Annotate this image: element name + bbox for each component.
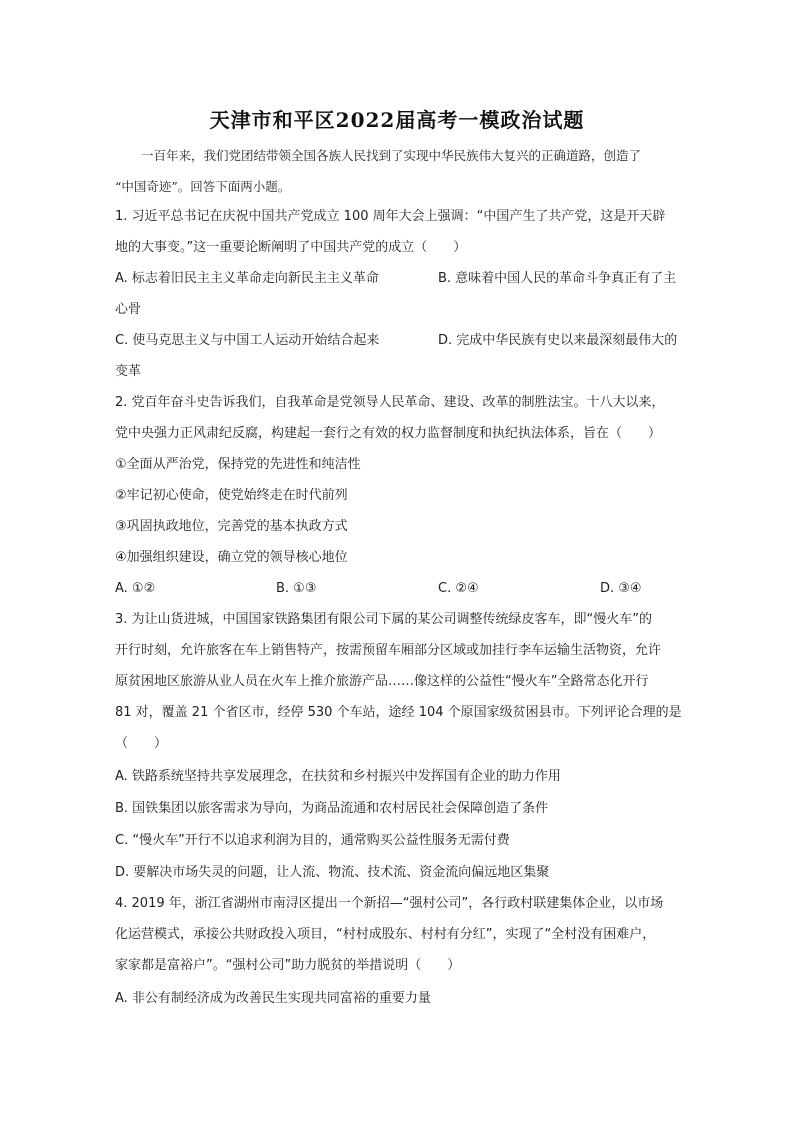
q1-option-c: C. 使马克思主义与中国工人运动开始结合起来 <box>115 333 380 348</box>
q3-option-a: A. 铁路系统坚持共享发展理念，在扶贫和乡村振兴中发挥国有企业的助力作用 <box>115 769 561 784</box>
q4-option-a: A. 非公有制经济成为改善民生实现共同富裕的重要力量 <box>115 991 431 1006</box>
q2-stem-line-2: 党中央强力正风肃纪反腐，构建起一套行之有效的权力监督制度和执纪执法体系，旨在（ ） <box>115 426 662 441</box>
q3-stem-line-5: （ ） <box>115 736 168 751</box>
q2-stem-line-1: 2. 党百年奋斗史告诉我们，自我革命是党领导人民革命、建设、改革的制胜法宝。十八大以来， <box>115 395 665 410</box>
q3-stem-line-2: 开行时刻，允许旅客在车上销售特产，按需预留车厢部分区域或加挂行李车运输生活物资，允许 <box>115 643 662 658</box>
q1-option-b-continued: 心骨 <box>115 302 142 317</box>
q1-option-b: B. 意味着中国人民的革命斗争真正有了主 <box>438 271 677 286</box>
q3-option-b: B. 国铁集团以旅客需求为导向，为商品流通和农村居民社会保障创造了条件 <box>115 801 549 816</box>
q4-stem-line-2: 化运营模式，承接公共财政投入项目，“村村成股东、村村有分红”，实现了“全村没有困难户， <box>115 927 656 942</box>
q2-item-2: ②牢记初心使命，使党始终走在时代前列 <box>115 488 348 503</box>
q2-item-1: ①全面从严治党，保持党的先进性和纯洁性 <box>115 457 361 472</box>
q4-stem-line-3: 家家都是富裕户”。“强村公司”助力脱贫的举措说明（ ） <box>115 958 461 973</box>
q3-option-d: D. 要解决市场失灵的问题，让人流、物流、技术流、资金流向偏远地区集聚 <box>115 865 550 880</box>
intro-line-1: 一百年来，我们党团结带领全国各族人民找到了实现中华民族伟大复兴的正确道路，创造了 <box>141 148 642 163</box>
q3-stem-line-3: 原贫困地区旅游从业人员在火车上推介旅游产品……像这样的公益性“慢火车”全路常态化开行 <box>115 674 649 689</box>
q2-item-3: ③巩固执政地位，完善党的基本执政方式 <box>115 519 348 534</box>
q4-stem-line-1: 4. 2019 年，浙江省湖州市南浔区提出一个新招—“强村公司”，各行政村联建集体企业，以市场 <box>115 896 664 911</box>
q3-stem-line-4: 81 对，覆盖 21 个省区市，经停 530 个车站，途经 104 个原国家级贫困县市。下列评论合理的是 <box>115 705 682 720</box>
q3-stem-line-1: 3. 为让山货进城，中国国家铁路集团有限公司下属的某公司调整传统绿皮客车，即“慢火车”的 <box>115 612 653 627</box>
q2-option-b: B. ①③ <box>276 581 317 596</box>
q1-stem-line-1: 1. 习近平总书记在庆祝中国共产党成立 100 周年大会上强调：“中国产生了共产党，这是开天辟 <box>115 209 666 224</box>
q2-option-d: D. ③④ <box>600 581 642 596</box>
exam-title: 天津市和平区2022届高考一模政治试题 <box>209 108 585 132</box>
q2-option-a: A. ①② <box>115 581 156 596</box>
intro-line-2: “中国奇迹”。回答下面两小题。 <box>115 179 291 194</box>
q1-stem-line-2: 地的大事变。”这一重要论断阐明了中国共产党的成立（ ） <box>115 240 467 255</box>
q1-option-d-continued: 变革 <box>115 364 142 379</box>
q2-item-4: ④加强组织建设，确立党的领导核心地位 <box>115 550 348 565</box>
q3-option-c: C. “慢火车”开行不以追求利润为目的，通常购买公益性服务无需付费 <box>115 833 510 848</box>
q1-option-a: A. 标志着旧民主主义革命走向新民主主义革命 <box>115 271 379 286</box>
q2-option-c: C. ②④ <box>438 581 479 596</box>
q1-option-d: D. 完成中华民族有史以来最深刻最伟大的 <box>438 333 678 348</box>
